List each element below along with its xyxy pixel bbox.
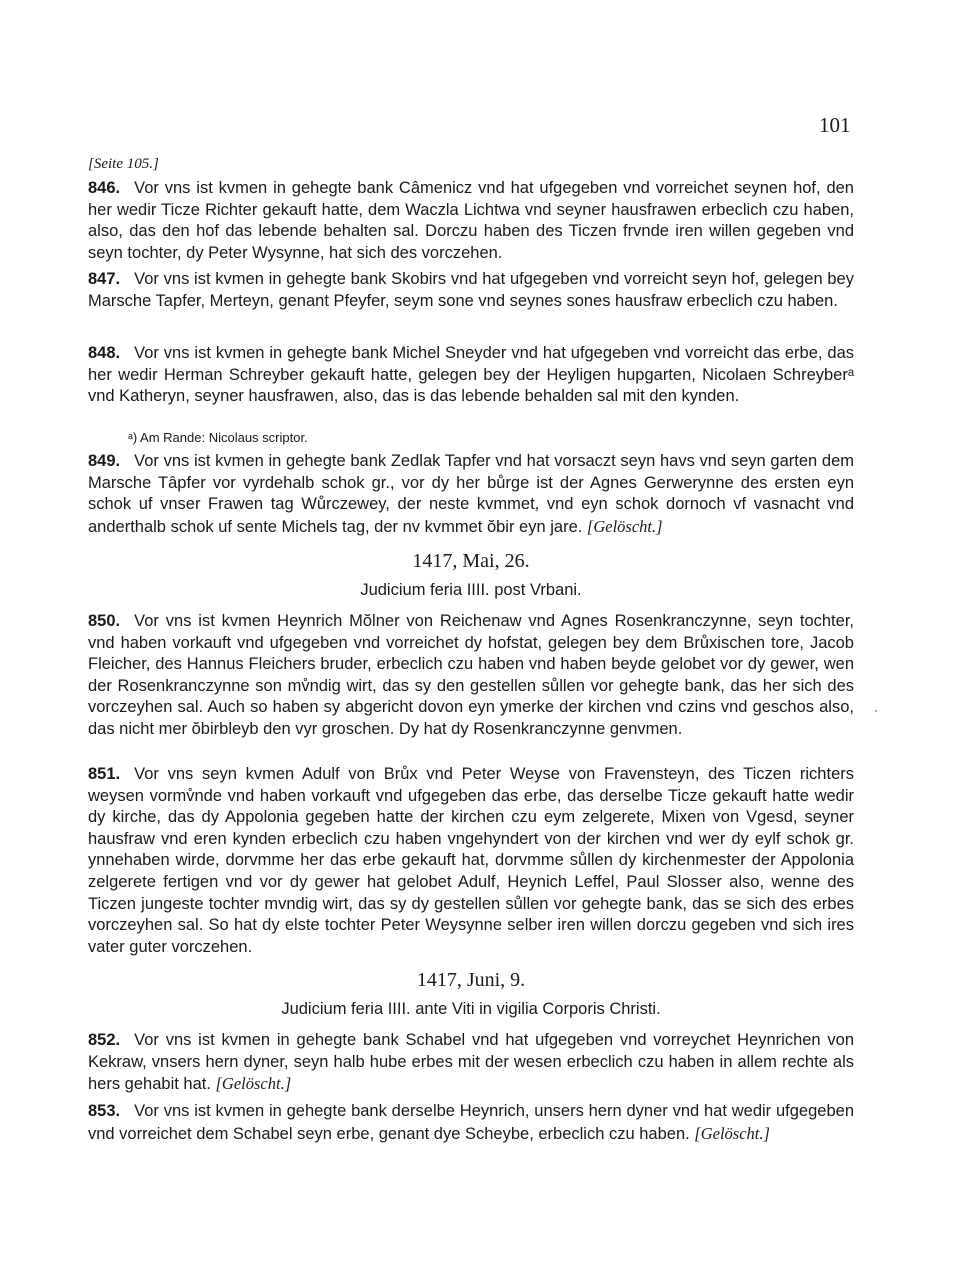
entry-text: Vor vns ist kvmen Heynrich Mŏlner von Reichenaw vnd Agnes Rosenkranczynne, seyn tochter, vnd haben vorkauft vnd ufgegeben vnd vorreichet dy hofstat, gelegen bey dem Brůxischen tore, Jacob Fleicher, des Hannus Fleichers bruder, erbeclich czu haben vnd haben beyde gelobet vor dy gewer, wen der Rosenkranczynne son mv̊ndig wirt, das sy den gestellen sůllen vor gehegte bank, das her sich des vorczeyhen sal. Auch so haben sy abgericht dovon eyn ymerke der kirchen vnd czins vnd geschos also, das nicht mer ŏbirbleyb den vyr groschen. Dy hat dy Rosenkranczynne genvmen.	[88, 612, 854, 738]
entry-846	[88, 178, 854, 264]
entry-number: 849.	[88, 452, 121, 470]
entry-number: 848.	[88, 344, 121, 362]
deleted-mark: [Gelöscht.]	[215, 1074, 292, 1094]
entry-text: Vor vns ist kvmen in gehegte bank Skobirs vnd hat ufgegeben vnd vorreicht seyn hof, gelegen bey Marsche Tapfer, Merteyn, genant Pfeyfer, seym sone vnd seynes sones hausfraw erbeclich czu haben.	[88, 270, 854, 310]
entry-848	[88, 343, 854, 408]
page-number: 101	[819, 113, 851, 137]
entry-number: 852.	[88, 1031, 121, 1049]
entry-851	[88, 764, 854, 958]
entry-number: 853.	[88, 1102, 121, 1120]
entry-text: Vor vns seyn kvmen Adulf von Brůx vnd Peter Weyse von Fravensteyn, des Ticzen richters weysen vormv̊nde vnd haben vorkauft vnd ufgegeben das erbe, das derselbe Ticze gekauft hatte wedir dy kirche, das dy Appolonia gegeben hatte der kirchen czu eym zelgerete, Mixen von Vgesd, seyner hausfraw vnd eren kynden erbeclich czu haben vngehyndert von der kirchen vnd wer dy eylf schok gr. ynnehaben wirde, dorvmme her das erbe gekauft hat, dorvmme sůllen dy kirchenmester der Appolonia zelgerete fertigen vnd vor dy gewer hat gelobet Adulf, Heynich Leffel, Paul Slosser also, wenne des Ticzen jungeste tochter mvndig wirt, das sy dy gestellen sůllen vor gehegte bank, das se sich des erbes vorczeyhen sal. So hat dy elste tochter Peter Weysynne selber iren willen dorczu gegeben vnd sich ires vater guter vorczehen.	[88, 765, 854, 956]
deleted-mark: [Gelöscht.]	[586, 516, 663, 536]
margin-mark: ·	[874, 703, 878, 717]
entry-number: 850.	[88, 612, 121, 630]
entry-text: Vor vns ist kvmen in gehegte bank Michel Sneyder vnd hat ufgegeben vnd vorreicht das erbe, das her wedir Herman Schreyber gekauft hatte, gelegen bey der Heyligen hupgarten, Nicolaen Schreyberᵃ vnd Katheryn, seyner hausfrawen, also, das is das lebende behalden sal mit den kynden.	[88, 344, 854, 406]
entry-text: Vor vns ist kvmen in gehegte bank Zedlak Tapfer vnd hat vorsaczt seyn havs vnd seyn garten dem Marsche Tâpfer vor vyrdehalb schok gr., vor dy her bůrge ist der Agnes Gerwerynne des ersten eyn schok uf vnser Frawen tag Wůrczewey, der neste kvmmet, vnd eyn schok dornoch vf vasnacht vnd anderthalb schok uf sente Michels tag, der nv kvmmet ŏbir eyn jare.	[88, 452, 854, 536]
entry-number: 846.	[88, 179, 121, 197]
entry-number: 847.	[88, 270, 121, 288]
entry-853	[88, 1101, 854, 1145]
entry-849	[88, 451, 854, 538]
entry-850	[88, 611, 854, 741]
section-date: 1417, Juni, 9.	[416, 969, 526, 991]
entry-number: 851.	[88, 765, 121, 783]
deleted-mark: [Gelöscht.]	[694, 1123, 770, 1143]
entry-text: Vor vns ist kvmen in gehegte bank Schabel vnd hat ufgegeben vnd vorreychet Heynrichen von Kekraw, vnsers hern dyner, seyn halb hube erbes mit der wesen erbeclich czu haben in allem rechte als hers gehabit hat.	[88, 1031, 854, 1094]
section-date: 1417, Mai, 26.	[412, 550, 530, 572]
entry-text: Vor vns ist kvmen in gehegte bank Câmenicz vnd hat ufgegeben vnd vorreichet seynen hof, den her wedir Ticze Richter gekauft hatte, dem Waczla Lichtwa vnd seyner hausfrawen erbeclich czu haben, also, das den hof das lebende behalten sal. Dorczu haben des Ticzen frvnde iren willen gegeben vnd seyn tochter, dy Peter Wysynne, hat sich des vorczehen.	[88, 179, 854, 262]
entry-852	[88, 1030, 854, 1096]
section-session: Judicium feria IIII. post Vrbani.	[360, 581, 582, 599]
entry-text: Vor vns ist kvmen in gehegte bank derselbe Heynrich, unsers hern dyner vnd hat wedir ufgegeben vnd vorreichet dem Schabel seyn erbe, genant dye Scheybe, erbeclich czu haben.	[88, 1102, 854, 1143]
section-session: Judicium feria IIII. ante Viti in vigilia Corporis Christi.	[281, 1000, 661, 1018]
entry-847	[88, 269, 854, 312]
page-reference: [Seite 105.]	[88, 156, 159, 172]
footnote: ᵃ) Am Rande: Nicolaus scriptor.	[128, 430, 308, 445]
